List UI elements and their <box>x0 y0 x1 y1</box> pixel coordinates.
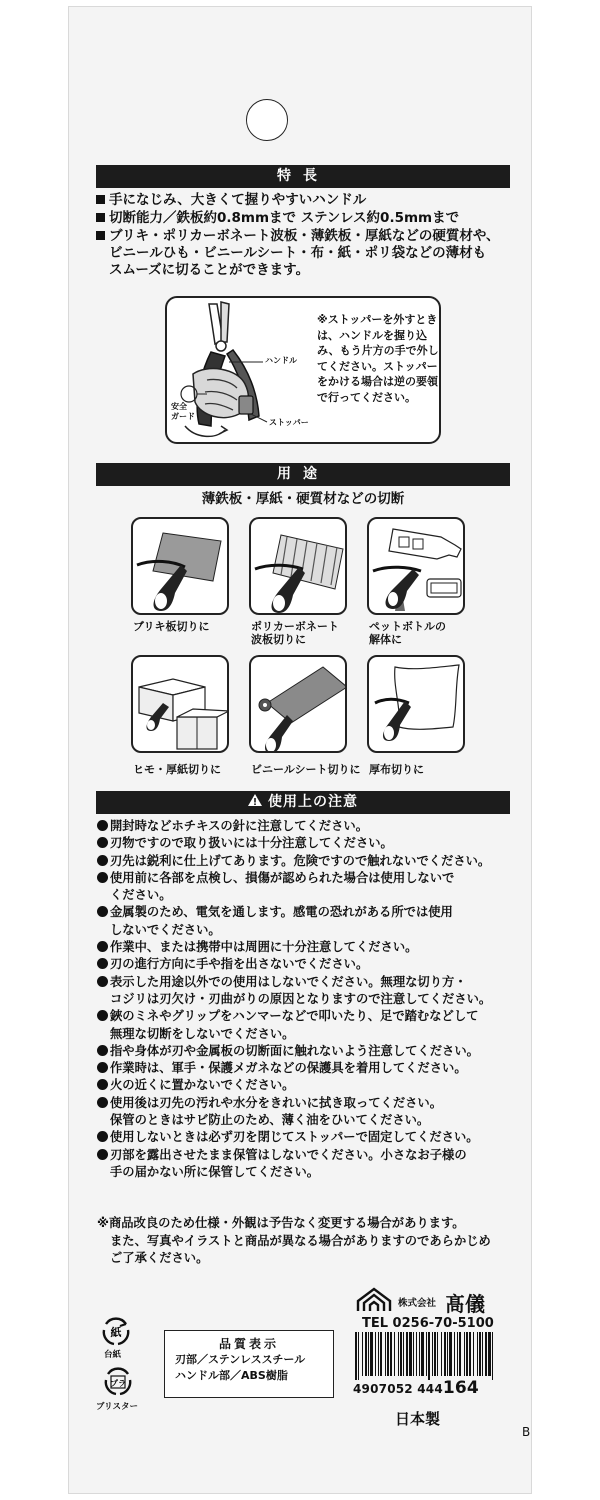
caution-header: 使用上の注意 <box>96 791 510 814</box>
caution-item: 鋏のミネやグリップをハンマーなどで叩いたり、足で踏むなどして 無理な切断をしないでください。 <box>97 1008 515 1043</box>
plastic-recycle-icon <box>102 1366 134 1396</box>
use-caption: ヒモ・厚紙切りに <box>133 763 221 776</box>
round-bullet-icon <box>97 1045 108 1056</box>
round-bullet-icon <box>97 958 108 969</box>
round-bullet-icon <box>97 941 108 952</box>
features-header: 特長 <box>96 165 510 188</box>
vinyl-sheet-illustration <box>251 657 347 753</box>
uses-subtitle: 薄鉄板・厚紙・硬質材などの切断 <box>201 491 405 507</box>
round-bullet-icon <box>97 1131 108 1142</box>
use-panel-tin <box>131 517 229 615</box>
round-bullet-icon <box>97 1062 108 1073</box>
caution-item: 火の近くに置かないでください。 <box>97 1077 515 1094</box>
paper-recycle-mark: 紙 台紙 <box>100 1316 136 1366</box>
caution-item: 作業中、または携帯中は周囲に十分注意してください。 <box>97 939 515 956</box>
round-bullet-icon <box>97 1097 108 1108</box>
svg-text:プラ: プラ <box>110 1379 126 1388</box>
warning-triangle-icon <box>248 791 262 814</box>
feature-item: 手になじみ、大きくて握りやすいハンドル <box>96 192 516 209</box>
label-stopper: ストッパー <box>269 418 309 427</box>
cloth-illustration <box>369 657 465 753</box>
round-bullet-icon <box>97 872 108 883</box>
round-bullet-icon <box>97 906 108 917</box>
maker-prefix: 株式会社 <box>398 1298 437 1309</box>
maker-tel: TEL 0256-70-5100 <box>362 1316 494 1331</box>
barcode-number: 4907052 444164 <box>353 1378 479 1398</box>
feature-item: 切断能力／鉄板約0.8mmまで ステンレス約0.5mmまで <box>96 210 516 227</box>
uses-header: 用途 <box>96 463 510 486</box>
version-mark: B <box>522 1425 531 1439</box>
round-bullet-icon <box>97 820 108 831</box>
use-panel-cloth <box>367 655 465 753</box>
caution-item: 表示した用途以外での使用はしないでください。無理な切り方・ コジリは刃欠け・刃曲がりの原因となりますので注意してください。 <box>97 974 515 1009</box>
caution-item: 使用前に各部を点検し、損傷が認められた場合は使用しないで ください。 <box>97 870 515 905</box>
caution-item: 指や身体が刃や金属板の切断面に触れないよう注意してください。 <box>97 1043 515 1060</box>
plastic-recycle-mark: プラ ブリスター <box>96 1366 146 1416</box>
cardboard-box-illustration <box>133 657 229 753</box>
svg-text:紙: 紙 <box>110 1326 122 1339</box>
label-guard: 安全 ガード <box>171 402 195 421</box>
caution-item: 刃部を露出させたまま保管はしないでください。小さなお子様の 手の届かない所に保管してください。 <box>97 1147 515 1182</box>
caution-item: 刃の進行方向に手や指を出さないでください。 <box>97 956 515 973</box>
round-bullet-icon <box>97 855 108 866</box>
use-panel-string <box>131 655 229 753</box>
use-caption: ポリカーボネート 波板切りに <box>251 620 339 646</box>
square-bullet-icon <box>96 231 105 240</box>
label-handle: ハンドル <box>265 356 297 365</box>
caution-item: 刃物ですので取り扱いには十分注意してください。 <box>97 835 515 852</box>
stopper-note: ※ストッパーを外すときは、ハンドルを握り込み、もう片方の手で外してください。ストッパーをかける場合は逆の要領で行ってください。 <box>317 313 439 404</box>
round-bullet-icon <box>97 1079 108 1090</box>
caution-item: 金属製のため、電気を通します。感電の恐れがある所では使用 しないでください。 <box>97 904 515 939</box>
use-caption: ビニールシート切りに <box>251 763 361 776</box>
maker-name: 髙儀 <box>445 1292 485 1316</box>
paper-recycle-icon <box>100 1316 132 1346</box>
round-bullet-icon <box>97 1149 108 1160</box>
feature-item: ブリキ・ポリカーボネート波板・薄鉄板・厚紙などの硬質材や、 ビニールひも・ビニールシート・布・紙・ポリ袋などの薄材も スムーズに切ることができます。 <box>96 228 516 279</box>
maker-block <box>356 1287 516 1315</box>
pet-bottle-illustration <box>369 519 465 615</box>
use-caption: ペットボトルの 解体に <box>369 620 446 646</box>
use-panel-pet-bottle <box>367 517 465 615</box>
use-panel-polycarbonate <box>249 517 347 615</box>
quality-title: 品質表示 <box>218 1337 279 1351</box>
tin-plate-illustration <box>133 519 229 615</box>
hang-hole <box>246 99 288 141</box>
square-bullet-icon <box>96 195 105 204</box>
square-bullet-icon <box>96 213 105 222</box>
product-remark: ※商品改良のため仕様・外観は予告なく変更する場合があります。 また、写真やイラストと商品が異なる場合がありますのであらかじめ ご了承ください。 <box>97 1216 491 1265</box>
caution-item: 作業時は、軍手・保護メガネなどの保護具を着用してください。 <box>97 1060 515 1077</box>
caution-list <box>97 818 515 1181</box>
round-bullet-icon <box>97 837 108 848</box>
country-of-origin: 日本製 <box>395 1410 441 1428</box>
barcode <box>353 1332 497 1380</box>
quality-line: ハンドル部／ABS樹脂 <box>175 1369 288 1382</box>
caution-item: 開封時などホチキスの針に注意してください。 <box>97 818 515 835</box>
round-bullet-icon <box>97 1010 108 1021</box>
maker-logo-icon <box>356 1287 392 1313</box>
use-panel-vinyl-sheet <box>249 655 347 753</box>
use-caption: 厚布切りに <box>369 763 424 776</box>
caution-item: 使用後は刃先の汚れや水分をきれいに拭き取ってください。 保管のときはサビ防止のため、薄く油をひいてください。 <box>97 1095 515 1130</box>
quality-line: 刃部／ステンレススチール <box>175 1353 306 1366</box>
caution-item: 使用しないときは必ず刃を閉じてストッパーで固定してください。 <box>97 1129 515 1146</box>
corrugated-sheet-illustration <box>251 519 347 615</box>
caution-item: 刃先は鋭利に仕上げてあります。危険ですので触れないでください。 <box>97 853 515 870</box>
stopper-diagram <box>165 296 441 444</box>
use-caption: ブリキ板切りに <box>133 620 210 633</box>
quality-label-box <box>164 1330 334 1398</box>
round-bullet-icon <box>97 976 108 987</box>
